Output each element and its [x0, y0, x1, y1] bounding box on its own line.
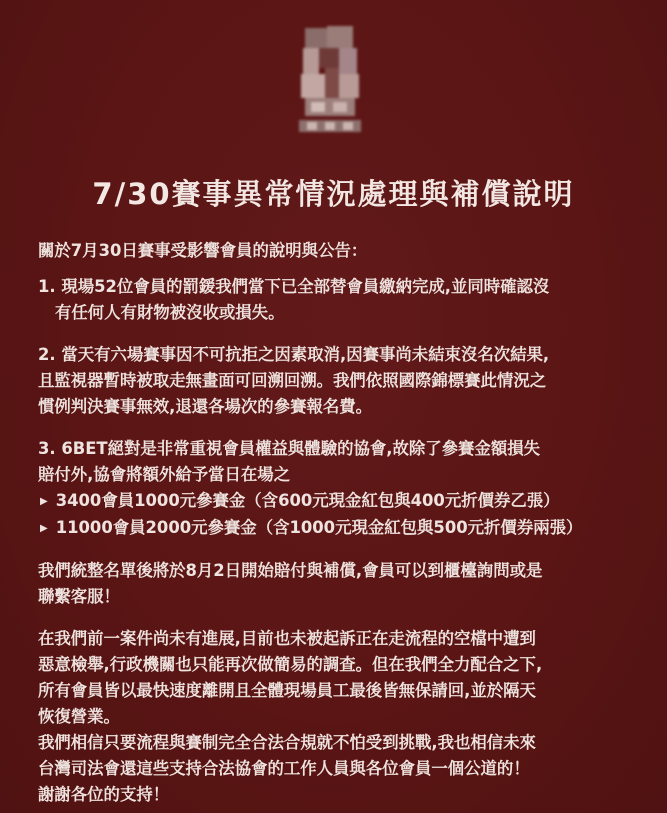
item-1-line-1: 1. 現場52位會員的罰鍰我們當下已全部替會員繳納完成,並同時確認沒 [38, 277, 550, 296]
para-4-line-2: 聯繫客服！ [38, 587, 120, 606]
triangle-bullet-icon: ▶ [40, 523, 48, 534]
item-3-line-2: 賠付外,協會將額外給予當日在場之 [38, 465, 291, 484]
item-2-line-1: 2. 當天有六場賽事因不可抗拒之因素取消,因賽事尚未結束沒名次結果, [38, 345, 550, 364]
para-5-line-3: 所有會員皆以最快速度離開且全體現場員工最後皆無保請回,並於隔天 [38, 681, 536, 700]
para-5-line-5: 我們相信只要流程與賽制完全合法合規就不怕受到挑戰,我也相信未來 [38, 733, 536, 752]
item-2-line-3: 慣例判決賽事無效,退還各場次的參賽報名費。 [38, 397, 373, 416]
announcement-body [38, 238, 638, 808]
bullet-1-text: 3400會員1000元參賽金（含600元現金紅包與400元折價券乙張） [55, 491, 560, 510]
para-5-line-7: 謝謝各位的支持！ [38, 785, 170, 804]
item-3-bullet-2 [38, 515, 638, 542]
item-2-line-2: 且監視器暫時被取走無畫面可回溯回溯。我們依照國際錦標賽此情況之 [38, 371, 547, 390]
para-5-line-2: 惡意檢舉,行政機關也只能再次做簡易的調查。但在我們全力配合之下, [38, 655, 543, 674]
triangle-bullet-icon: ▶ [40, 496, 48, 507]
para-5-line-6: 台灣司法會還這些支持合法協會的工作人員與各位會員一個公道的！ [38, 759, 530, 778]
item-3-bullet-1 [38, 488, 638, 515]
item-3-line-1: 3. 6BET絕對是非常重視會員權益與體驗的協會,故除了參賽金額損失 [38, 439, 540, 458]
bullet-2-text: 11000會員2000元參賽金（含1000元現金紅包與500元折價券兩張） [55, 518, 583, 537]
para-5-line-1: 在我們前一案件尚未有進展,目前也未被起訴正在走流程的空檔中遭到 [38, 629, 536, 648]
item-1-line-2: 有任何人有財物被沒收或損失。 [55, 303, 285, 322]
pixelated-logo-icon [297, 24, 365, 136]
para-5-line-4: 恢復營業。 [38, 707, 120, 726]
para-4-line-1: 我們統整名單後將於8月2日開始賠付與補償,會員可以到櫃檯詢問或是 [38, 561, 543, 580]
intro-text: 關於7月30日賽事受影響會員的說明與公告： [38, 241, 368, 260]
page-title: 7/30賽事異常情況處理與補償說明 [92, 177, 575, 211]
